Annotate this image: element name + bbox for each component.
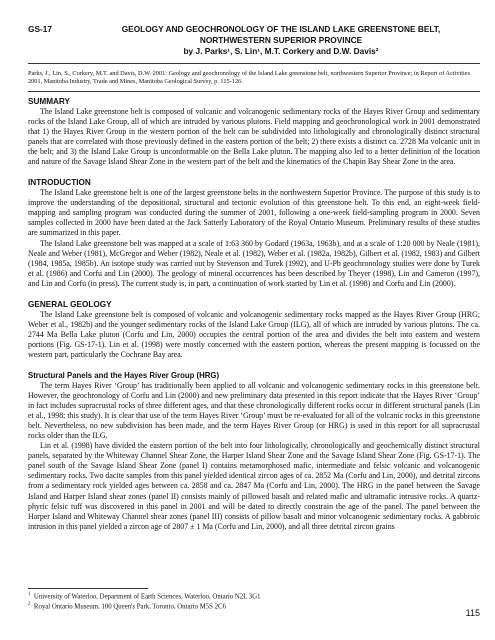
structural-panels-heading: Structural Panels and the Hayes River Group (HRG) [28,370,220,380]
article-title [82,24,480,57]
footnote-2-text: Royal Ontario Museum, 100 Queen's Park, Toronto, Ontario M5S 2C6 [33,603,226,611]
introduction-heading: INTRODUCTION [28,178,91,188]
introduction-paragraph-2: The Island Lake greenstone belt was mapped at a scale of 1:63 360 by Godard (1963a, 1963b), and at a scale of 1:20 000 by Neale (1981), Neale and Weber (1981), McGregor and Weber (1982), Neale et al. (1982), Weber et al. (1982a, 1982b), Gilbert et al. (1982, 1983) and Gilbert (1984, 1985a, 1985b). An isotope study was carried out by Stevenson and Turek (1992), and U-Pb geochronology studies were done by Turek et al. (1986) and Corfu and Lin (2000). The geology of mineral occurrences has been described by Theyer (1998), Lin and Cameron (1997), and Lin and Corfu (in press). The current study is, in part, a continuation of work started by Lin et al. (1998) and Corfu and Lin (2000). [28,238,480,288]
report-page [28,0,480,640]
article-code: GS-17 [28,24,52,34]
page-number: 115 [465,608,480,618]
general-geology-paragraph: The Island Lake greenstone belt is composed of volcanic and volcanogenic sedimentary rocks mapped as the Hayes River Group (HRG; Weber et al., 1982b) and the younger sedimentary rocks of the Island Lake Group (ILG), all of which are intruded by various plutons. The ca. 2744 Ma Bella Lake pluton (Corfu and Lin, 2000) occupies the central portion of the area and divides the belt into eastern and western portions (Fig. GS-17-1). Lin et al. (1998) were mostly concerned with the eastern portion, whereas the present mapping is focussed on the western part, particularly the Cochrane Bay area. [28,309,480,359]
header-rule [28,63,480,64]
title-line-1: GEOLOGY AND GEOCHRONOLOGY OF THE ISLAND LAKE GREENSTONE BELT, [121,24,441,34]
footnote-1-mark: 1 [28,592,31,597]
authors: by J. Parks¹, S. Lin¹, M.T. Corkery and D.W. Davis² [183,46,379,56]
general-geology-heading: GENERAL GEOLOGY [28,299,112,309]
article-body [28,96,480,532]
citation-rule [28,91,480,92]
title-line-2: NORTHWESTERN SUPERIOR PROVINCE [199,35,363,45]
footnote-rule [28,588,148,589]
footnote-2 [28,600,480,612]
structural-panels-paragraph-2: Lin et al. (1998) have divided the eastern portion of the belt into four lithologically, chronologically and geochemically distinct structural panels, separated by the Whiteway Channel Shear Zone, the Harper Island Shear Zone and the Savage Island Shear Zone (Fig. GS-17-1). The panel south of the Savage Island Shear Zone (panel I) contains metamorphosed mafic, intermediate and felsic volcanic and volcanogenic sedimentary rocks. Two dacite samples from this panel yielded identical zircon ages of ca. 2852 Ma (Corfu and Lin, 2000), and detrital zircons from a sedimentary rock yielded ages between ca. 2858 and ca. 2847 Ma (Corfu and Lin, 2000). The HRG in the panel between the Savage Island and Harper Island shear zones (panel II) consists mainly of pillowed basalt and related mafic and ultramafic intrusive rocks. A quartz-phyric felsic tuff was discovered in this panel in 2001 and will be dated to directly constrain the age of the panel. The panel between the Harper Island and Whiteway Channel shear zones (panel III) consists of pillow basalt and minor volcanogenic sedimentary rocks. A gabbroic intrusion in this panel yielded a zircon age of 2807 ± 1 Ma (Corfu and Lin, 2000), and all three detrital zircon grains [28,441,480,531]
introduction-paragraph-1: The Island Lake greenstone belt is one of the largest greenstone belts in the northwestern Superior Province. The purpose of this study is to improve the understanding of the depositional, structural and tectonic evolution of this greenstone belt. To this end, an eight-week field-mapping and sampling program was conducted during the summer of 2001, following a one-week field-sampling program in 2000. Seven samples collected in 2000 have been dated at the Jack Satterly Laboratory of the Royal Ontario Museum. Preliminary results of these studies are summarized in this paper. [28,188,480,238]
summary-paragraph: The Island Lake greenstone belt is composed of volcanic and volcanogenic sedimentary rocks of the Hayes River Group and sedimentary rocks of the Island Lake Group, all of which are intruded by various plutons. Field mapping and geochronological work in 2001 demonstrated that 1) the Hayes River Group in the western portion of the belt can be subdivided into lithologically and chronologically distinct structural panels that are correlated with those previously defined in the eastern portion of the belt; 2) there exists a distinct ca. 2728 Ma volcanic unit in the belt; and 3) the Island Lake Group is unconformable on the Bella Lake pluton. The mapping also led to a better definition of the location and nature of the Savage Island Shear Zone in the western part of the belt and the kinematics of the Chapin Bay Shear Zone in the area. [28,107,480,167]
footnote-1-text: University of Waterloo, Department of Earth Sciences, Waterloo, Ontario N2L 3G1 [33,593,261,601]
footnote-2-mark: 2 [28,602,31,607]
citation: Parks, J., Lin, S., Corkery, M.T. and Davis, D.W. 2001: Geology and geochronology of the Island Lake greenstone belt, northwestern Superior Province; in Report of Activities 2001, Manitoba Industry, Trade and Mines, Manitoba Geological Survey, p. 115-126. [28,70,471,85]
structural-panels-paragraph-1: The term Hayes River ‘Group’ has traditionally been applied to all volcanic and volcanogenic sedimentary rocks in this greenstone belt. However, the geochronology of Corfu and Lin (2000) and new preliminary data presented in this report indicate that the Hayes River ‘Group’ in fact includes supracrustal rocks of three different ages, and that these chronologically different rocks occur in different structural panels (Lin et al., 1998; this study). It is clear that use of the term Hayes River ‘Group’ must be re-evaluated for all of the volcanic rocks in this greenstone belt. Nevertheless, no new subdivision has been made, and the term Hayes River Group (or HRG) is used in this report for all supracrustal rocks older than the ILG. [28,380,480,441]
summary-heading: SUMMARY [28,97,70,106]
